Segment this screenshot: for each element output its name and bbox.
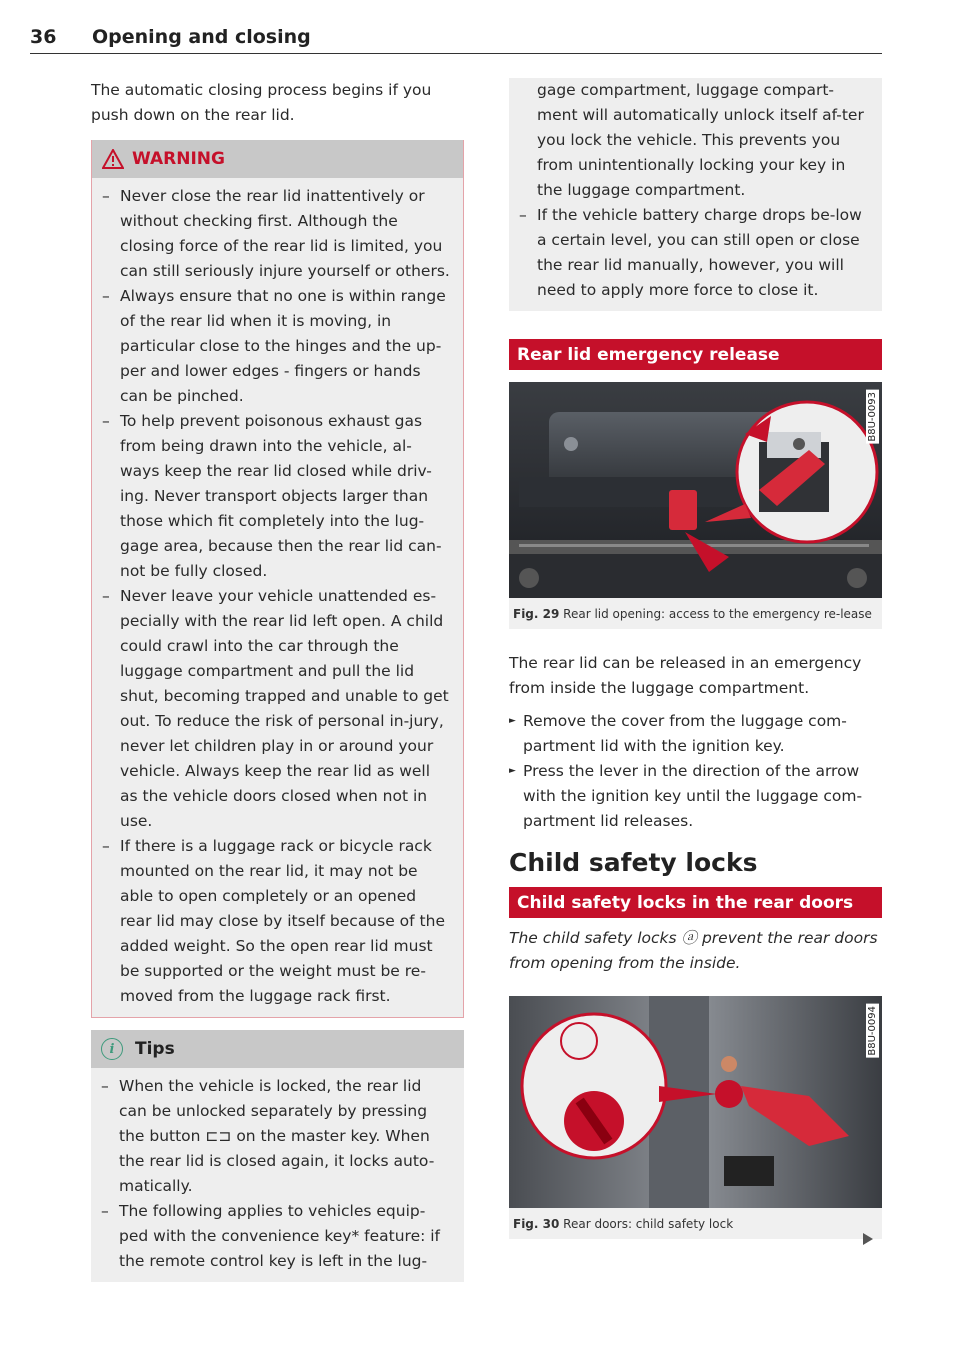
warning-item: – Always ensure that no one is within range of the rear lid when it is moving, in particular close to the hinges and the up-per and lower edges - fingers or hands can be pinched.: [102, 284, 451, 409]
tips-continued-text: gage compartment, luggage compart-ment will automatically unlock itself af-ter you lock the vehicle. This prevents you from unintentionally locking your key in the luggage compartment.: [537, 81, 864, 199]
emergency-steps: [509, 709, 882, 834]
figure-caption-text: Rear lid opening: access to the emergency re-lease: [563, 607, 872, 621]
figure-label: Fig. 29: [513, 607, 560, 621]
page-number: 36: [30, 26, 57, 48]
tips-title: Tips: [135, 1039, 175, 1059]
tips-list: [91, 1068, 464, 1282]
warning-item: – Never leave your vehicle unattended es-pecially with the rear lid left open. A child could crawl into the car through the luggage compartment and pull the lid shut, becoming trapped and unable to get out. To reduce the risk of personal in-jury, never let children play in or around your vehicle. Always keep the rear lid as well as the vehicle doors closed when not in use.: [102, 584, 451, 834]
tips-header: [91, 1030, 464, 1068]
info-icon: i: [101, 1038, 123, 1060]
section-title: Opening and closing: [92, 26, 311, 48]
tips-item: – The following applies to vehicles equip-ped with the convenience key* feature: if the remote control key is left in the lug-: [101, 1199, 452, 1274]
figure-label: Fig. 30: [513, 1217, 560, 1231]
warning-item: – To help prevent poisonous exhaust gas from being drawn into the vehicle, al-ways keep the rear lid closed while driv-ing. Never transport objects larger than those which fit completely into the lug-gage area, because then the rear lid can-not be fully closed.: [102, 409, 451, 584]
warning-header: [92, 140, 463, 178]
figure-code: B8U-0094: [867, 1006, 878, 1056]
figure-29: [509, 382, 882, 629]
intro-paragraph: The automatic closing process begins if you push down on the rear lid.: [91, 81, 432, 124]
warning-box: [91, 140, 464, 1018]
right-column: [509, 78, 882, 1239]
tips-item: – When the vehicle is locked, the rear lid can be unlocked separately by pressing the button ⊏⊐ on the master key. When the rear lid is closed again, it locks auto-matically.: [101, 1074, 452, 1199]
tips-item: – If the vehicle battery charge drops be-low a certain level, you can still open or close the rear lid manually, however, you will need to apply more force to close it.: [519, 203, 872, 303]
left-column: [91, 78, 464, 1282]
warning-triangle-icon: [102, 149, 124, 169]
tips-box: [91, 1030, 464, 1282]
child-lock-illustration: [509, 996, 882, 1208]
page-header: [30, 26, 882, 54]
step-item: ► Press the lever in the direction of the arrow with the ignition key until the luggage com-partment lid releases.: [509, 759, 882, 834]
warning-item: – Never close the rear lid inattentively or without checking first. Although the closing force of the rear lid is limited, you can still seriously injure yourself or others.: [102, 184, 451, 284]
emergency-text: The rear lid can be released in an emergency from inside the luggage compartment.: [509, 654, 862, 697]
figure-caption: [509, 598, 882, 629]
child-lock-image: [509, 996, 882, 1208]
step-item: ► Remove the cover from the luggage com-partment lid with the ignition key.: [509, 709, 882, 759]
rear-lid-illustration: [509, 382, 882, 598]
emergency-release-image: [509, 382, 882, 598]
warning-list: [92, 178, 463, 1017]
figure-caption: [509, 1208, 882, 1239]
child-locks-bar-heading: Child safety locks in the rear doors: [509, 887, 882, 918]
figure-30: [509, 996, 882, 1239]
warning-item: – If there is a luggage rack or bicycle rack mounted on the rear lid, it may not be able to open completely or an opened rear lid may close by itself because of the added weight. So the open rear lid must be supported or the weight must be re-moved from the luggage rack first.: [102, 834, 451, 1009]
child-locks-intro: The child safety locks ⓐ prevent the rear doors from opening from the inside.: [509, 929, 878, 972]
tips-continued-box: [509, 78, 882, 311]
warning-title: WARNING: [132, 149, 225, 169]
figure-code: B8U-0093: [867, 392, 878, 442]
child-locks-heading: Child safety locks: [509, 848, 758, 877]
figure-caption-text: Rear doors: child safety lock: [563, 1217, 734, 1231]
continue-arrow-icon: [863, 1233, 873, 1245]
emergency-release-heading: Rear lid emergency release: [509, 339, 882, 370]
